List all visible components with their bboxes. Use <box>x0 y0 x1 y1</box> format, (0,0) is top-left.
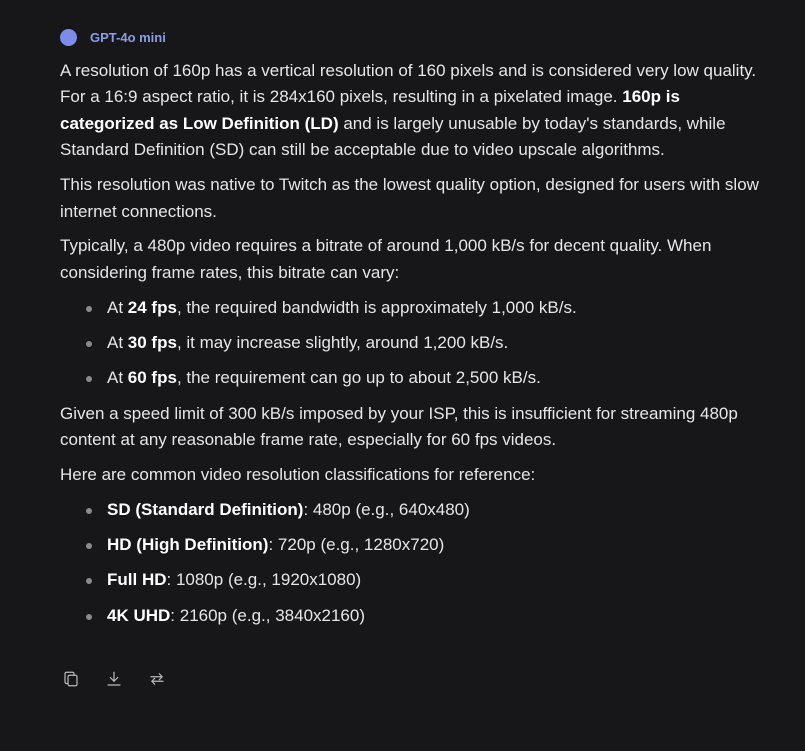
list-item <box>60 330 760 356</box>
message-actions <box>60 668 189 690</box>
list-item-bold: Full HD <box>107 570 167 590</box>
paragraph-4: Given a speed limit of 300 kB/s imposed by your ISP, this is insufficient for streaming 480p content at any reasonable frame rate, especially for 60 fps videos. <box>60 403 738 449</box>
list-item-bold: 30 fps <box>127 333 177 353</box>
paragraph-1 <box>60 58 760 164</box>
paragraph-2: This resolution was native to Twitch as the lowest quality option, designed for users with slow internet connections. <box>60 175 759 221</box>
list-item <box>60 365 760 391</box>
list-item-text: : 1080p (e.g., 1920x1080) <box>166 570 362 590</box>
list-item-prefix: At <box>107 333 128 353</box>
list-item-bold: SD (Standard Definition) <box>107 499 304 519</box>
list-item-prefix: At <box>107 368 128 388</box>
fps-list <box>60 295 760 392</box>
message-content <box>60 58 760 629</box>
list-item <box>60 497 760 523</box>
list-item-bold: HD (High Definition) <box>107 535 269 555</box>
list-item-text: , it may increase slightly, around 1,200 kB/s. <box>176 333 509 353</box>
list-item-text: , the required bandwidth is approximately 1,000 kB/s. <box>176 297 577 317</box>
copy-button[interactable] <box>60 668 82 690</box>
regenerate-icon <box>148 670 166 688</box>
list-item <box>60 532 760 558</box>
copy-icon <box>62 670 80 688</box>
paragraph-1-text-c: and is largely unusable by today's standards, while Standard Definition (SD) can still be acceptable due to video upscale algorithms. <box>60 113 726 160</box>
paragraph-1-bold: 160p is categorized as Low Definition (LD) <box>60 87 680 133</box>
list-item <box>60 567 760 593</box>
paragraph-5: Here are common video resolution classifications for reference: <box>60 464 536 484</box>
list-item-text: : 480p (e.g., 640x480) <box>303 499 470 519</box>
list-item-prefix: At <box>107 297 128 317</box>
resolution-list <box>60 497 760 629</box>
list-item-text: : 2160p (e.g., 3840x2160) <box>170 605 365 625</box>
paragraph-3: Typically, a 480p video requires a bitrate of around 1,000 kB/s for decent quality. When considering frame rates, this bitrate can vary: <box>60 236 712 282</box>
list-item <box>60 603 760 629</box>
model-name: GPT-4o mini <box>90 29 166 45</box>
download-icon <box>105 670 123 688</box>
regenerate-button[interactable] <box>146 668 168 690</box>
model-avatar <box>60 29 77 46</box>
list-item-bold: 4K UHD <box>107 605 171 625</box>
list-item-text: , the requirement can go up to about 2,500 kB/s. <box>176 368 541 388</box>
message-header <box>60 24 760 50</box>
list-item-text: : 720p (e.g., 1280x720) <box>268 535 445 555</box>
paragraph-1-text-a: A resolution of 160p has a vertical resolution of 160 pixels and is considered very low quality. For a 16:9 aspect ratio, it is 284x160 pixels, resulting in a pixelated image. <box>60 61 757 107</box>
list-item-bold: 24 fps <box>127 297 177 317</box>
list-item-bold: 60 fps <box>127 368 177 388</box>
assistant-message <box>60 24 760 638</box>
list-item <box>60 295 760 321</box>
download-button[interactable] <box>103 668 125 690</box>
